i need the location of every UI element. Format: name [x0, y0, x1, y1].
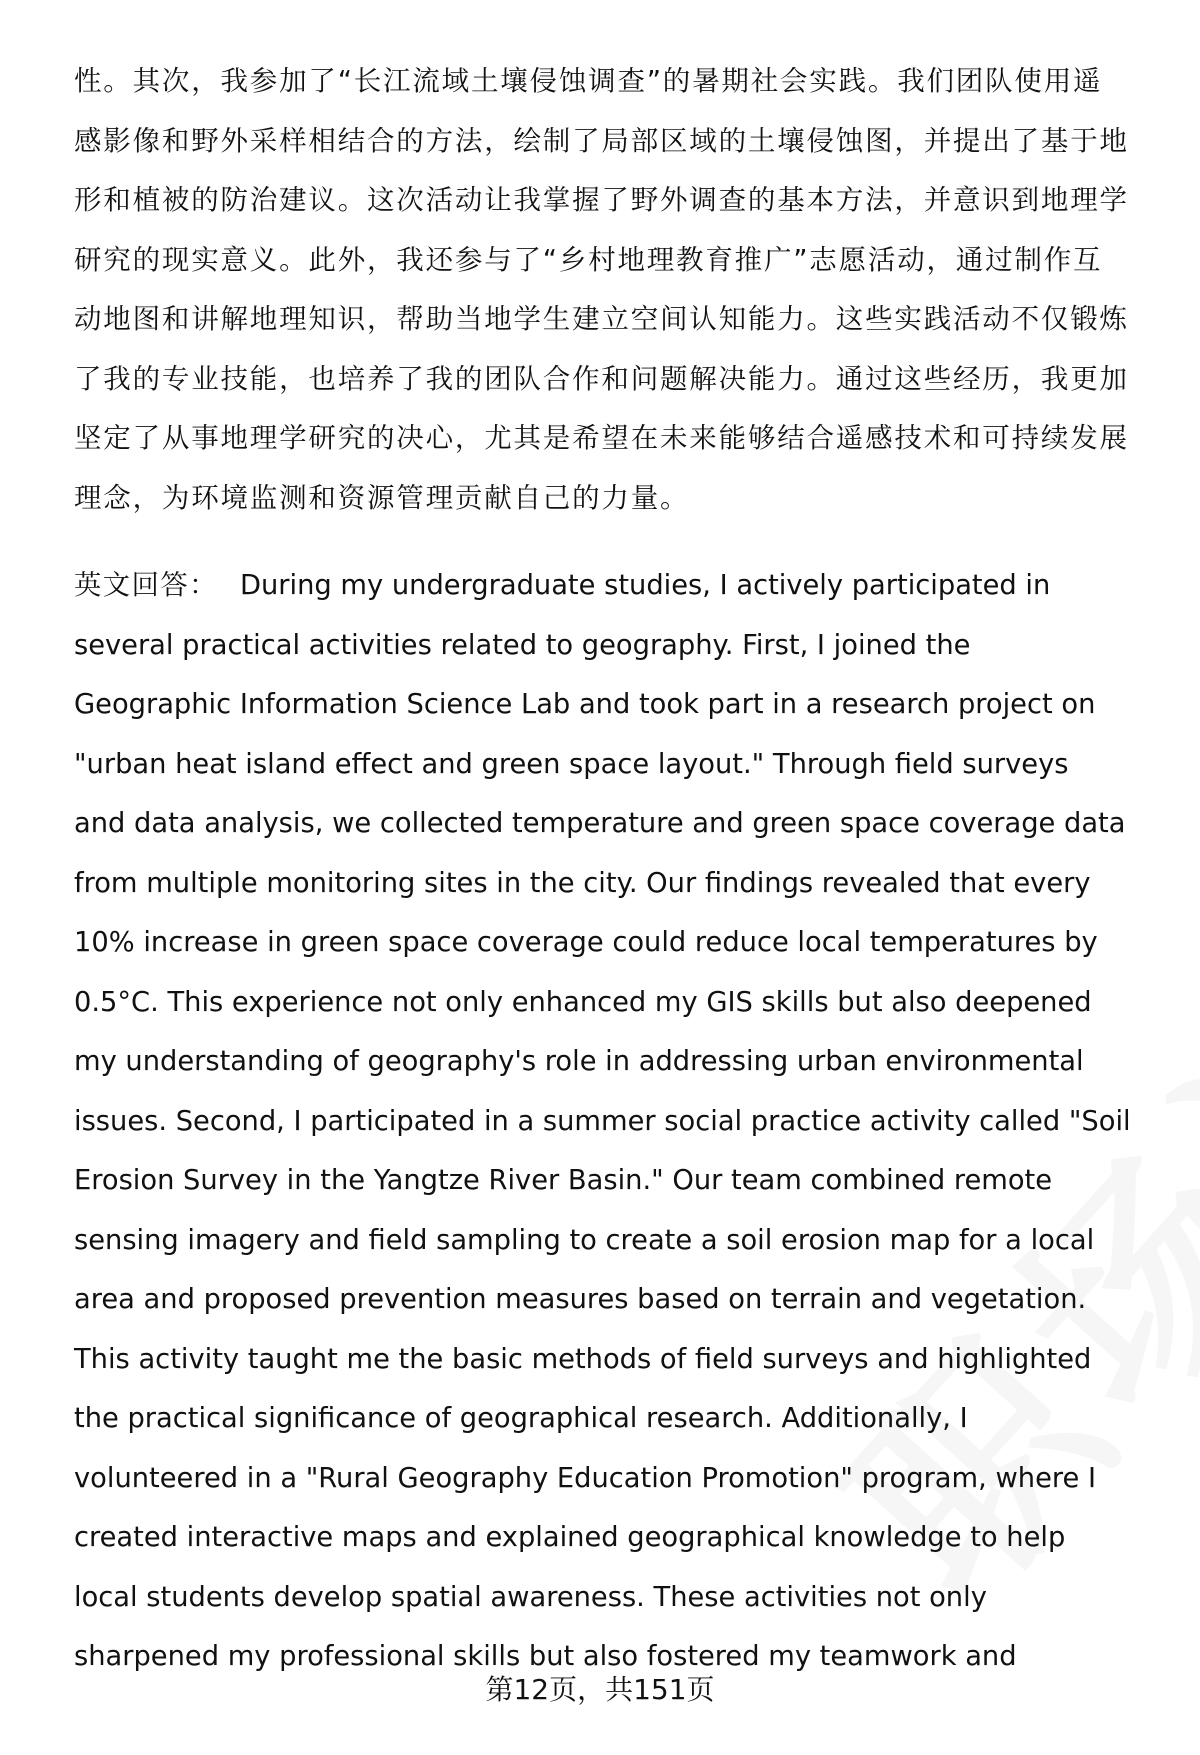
english-line: created interactive maps and explained geographical knowledge to help — [74, 1522, 1066, 1553]
english-line: several practical activities related to geography. First, I joined the — [74, 629, 971, 661]
english-line: issues. Second, I participated in a summer social practice activity called "Soil — [74, 1105, 1131, 1137]
english-answer-paragraph — [74, 556, 1156, 1687]
english-line: Geographic Information Science Lab and took part in a research project on — [74, 689, 1096, 720]
chinese-line: 感影像和野外采样相结合的方法，绘制了局部区域的土壤侵蚀图，并提出了基于地 — [74, 124, 1129, 157]
chinese-line: 了我的专业技能，也培养了我的团队合作和问题解决能力。通过这些经历，我更加 — [74, 362, 1129, 395]
page-number-footer: 第12页，共151页 — [485, 1673, 715, 1706]
chinese-line: 性。其次，我参加了“长江流域土壤侵蚀调查”的暑期社会实践。我们团队使用遥 — [74, 65, 1103, 97]
chinese-line: 动地图和讲解地理知识，帮助当地学生建立空间认知能力。这些实践活动不仅锻炼 — [74, 303, 1129, 335]
english-line: 10% increase in green space coverage could reduce local temperatures by — [74, 927, 1098, 958]
english-line: Erosion Survey in the Yangtze River Basin." Our team combined remote — [74, 1165, 1053, 1196]
chinese-line: 形和植被的防治建议。这次活动让我掌握了野外调查的基本方法，并意识到地理学 — [74, 184, 1129, 216]
chinese-line: 坚定了从事地理学研究的决心，尤其是希望在未来能够结合遥感技术和可持续发展 — [74, 422, 1129, 454]
english-line: 0.5°C. This experience not only enhanced my GIS skills but also deepened — [74, 986, 1092, 1018]
english-line: and data analysis, we collected temperature and green space coverage data — [74, 808, 1126, 839]
english-line: area and proposed prevention measures based on terrain and vegetation. — [74, 1284, 1087, 1315]
chinese-line: 研究的现实意义。此外，我还参与了“乡村地理教育推广”志愿活动，通过制作互 — [74, 243, 1103, 276]
english-line: This activity taught me the basic methods of field surveys and highlighted — [74, 1343, 1092, 1375]
english-line: sensing imagery and field sampling to create a soil erosion map for a local — [74, 1224, 1095, 1256]
english-answer-label: 英文回答： — [74, 570, 218, 601]
english-line: During my undergraduate studies, I actively participated in — [239, 570, 1051, 601]
english-line: my understanding of geography's role in addressing urban environmental — [74, 1046, 1084, 1077]
chinese-line: 理念，为环境监测和资源管理贡献自己的力量。 — [74, 481, 690, 514]
chinese-answer-paragraph — [74, 52, 1156, 528]
english-line: "urban heat island effect and green space layout." Through field surveys — [74, 748, 1069, 780]
english-line: volunteered in a "Rural Geography Education Promotion" program, where I — [74, 1462, 1097, 1494]
english-first-line — [74, 556, 1156, 616]
english-line: the practical significance of geographical research. Additionally, I — [74, 1403, 968, 1434]
english-line: local students develop spatial awareness. These activities not only — [74, 1581, 987, 1613]
english-line: from multiple monitoring sites in the city. Our findings revealed that every — [74, 867, 1091, 899]
english-line: sharpened my professional skills but also fostered my teamwork and — [74, 1641, 1017, 1672]
